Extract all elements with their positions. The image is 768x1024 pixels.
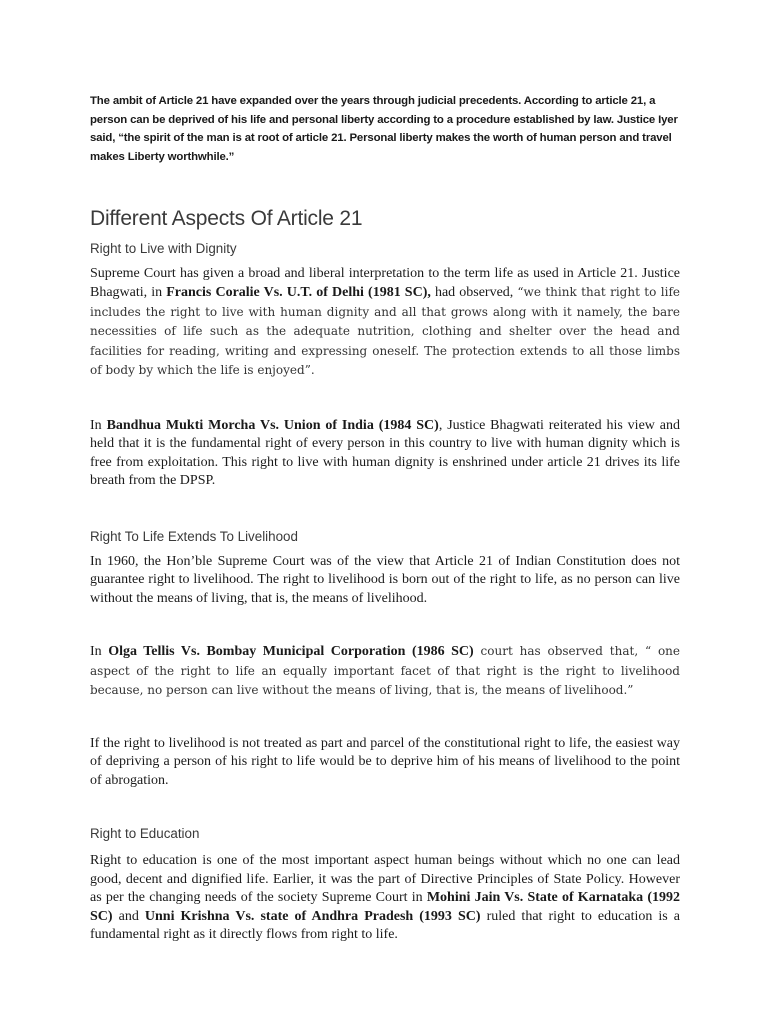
intro-paragraph: The ambit of Article 21 have expanded over the years through judicial precedents. According to article 21, a person can be deprived of his life and personal liberty according to a procedure established by law. Justice Iyer said, “the spirit of the man is at root of article 21. Personal liberty makes the worth of human person and travel makes Liberty worthwhile.”	[90, 95, 678, 164]
section-title: Different Aspects Of Article 21	[90, 206, 363, 230]
paragraph-abrogation: If the right to livelihood is not treated as part and parcel of the constitutional right to life, the easiest way of depriving a person of his right to life would be to deprive him of his means of livelihood to the point of abrogation.	[90, 735, 680, 788]
heading-right-to-education: Right to Education	[90, 826, 200, 842]
quote-run: “we think that right to life includes the right to live with human dignity and all that grows along with it namely, the bare necessities of life such as the adequate nutrition, clothing and shelter over the head and facilities for reading, writing and expressing oneself. The protection extends to all those limbs of body by which the life is enjoyed”.	[90, 285, 680, 378]
heading-right-to-livelihood: Right To Life Extends To Livelihood	[90, 528, 298, 544]
paragraph-olga-tellis	[90, 642, 680, 701]
case-name-olga-tellis: Olga Tellis Vs. Bombay Municipal Corporation (1986 SC)	[108, 644, 474, 660]
quote-run: court has observed that, “ one aspect of the right to life an equally important facet of that right is the right to livelihood because, no person can live without the means of living, that is, the means of livelihood.”	[90, 644, 680, 698]
text-run: and	[112, 908, 145, 924]
paragraph-bandhua-mukti	[90, 417, 680, 491]
case-name-bandhua-mukti: Bandhua Mukti Morcha Vs. Union of India (1984 SC)	[106, 417, 439, 433]
text-run: Right to education is one of the most important aspect human beings without which no one can lead good, decent and dignified life. Earlier, it was the part of Directive Principles of State Policy. However as per the changing needs of the society Supreme Court in	[90, 853, 680, 906]
case-name-unni-krishna: Unni Krishna Vs. state of Andhra Pradesh (1993 SC)	[144, 908, 481, 924]
text-run: , Justice Bhagwati reiterated his view and held that it is the fundamental right of every person in this country to live with human dignity which is free from exploitation. This right to live with human dignity is enshrined under article 21 drives its life breath from the DPSP.	[90, 417, 680, 489]
text-run: ruled that right to education is a fundamental right as it directly flows from right to life.	[90, 908, 681, 943]
paragraph-francis-coralie	[90, 265, 680, 381]
heading-right-to-dignity: Right to Live with Dignity	[90, 240, 237, 256]
paragraph-education	[90, 852, 680, 945]
paragraph-1960-view: In 1960, the Hon’ble Supreme Court was of the view that Article 21 of Indian Constitution does not guarantee right to livelihood. The right to livelihood is born out of the right to life, as no person can live without the means of living, that is, the means of livelihood.	[90, 553, 680, 606]
text-run: In	[90, 417, 107, 433]
text-run: In	[90, 644, 109, 660]
case-name-mohini-jain: Mohini Jain Vs. State of Karnataka (1992 SC)	[90, 890, 680, 924]
text-run: had observed,	[430, 285, 518, 301]
text-run: Supreme Court has given a broad and liberal interpretation to the term life as used in Article 21. Justice Bhagwati, in	[90, 265, 680, 301]
document-page	[90, 92, 680, 945]
case-name-francis-coralie: Francis Coralie Vs. U.T. of Delhi (1981 SC),	[166, 285, 431, 301]
